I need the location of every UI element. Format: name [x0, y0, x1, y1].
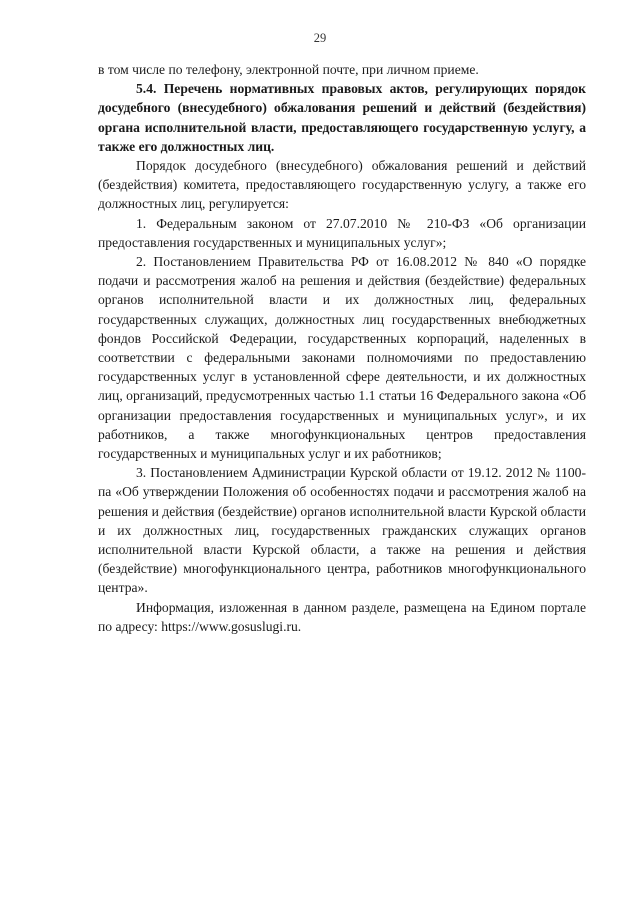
list-item-government-decree: 2. Постановлением Правительства РФ от 16.08.2012 № 840 «О порядке подачи и рассмотрения жалоб на решения и действия (бездействие) федеральных органов исполнительной власти и их должностных лиц, федеральных государственных служащих, должностных лиц государственных внебюджетных фондов Российской Федерации, государственных корпораций, наделенных в соответствии с федеральными законами полномочиями по предоставлению государственных услуг в установленной сфере деятельности, и их должностных лиц, организаций, предусмотренных частью 1.1 статьи 16 Федерального закона «Об организации предоставления государственных и муниципальных услуг», и их работников, а также многофункциональных центров предоставления государственных и муниципальных услуг и их работников;: [98, 254, 586, 462]
document-body: [98, 60, 586, 636]
section-heading: 5.4. Перечень нормативных правовых актов, регулирующих порядок досудебного (внесудебного) обжалования решений и действий (бездействия) органа исполнительной власти, предоставляющего государственную услугу, а также его должностных лиц.: [98, 81, 586, 154]
list-item-federal-law: 1. Федеральным законом от 27.07.2010 № 210-ФЗ «Об организации предоставления государственных и муниципальных услуг»;: [98, 215, 586, 250]
list-item-regional-decree: 3. Постановлением Администрации Курской области от 19.12. 2012 № 1100-па «Об утверждении Положения об особенностях подачи и рассмотрения жалоб на решения и действия (бездействие) органов исполнительной власти Курской области и их должностных лиц, государственных гражданских служащих органов исполнительной власти Курской области, а также на решения и действия (бездействие) многофункционального центра, работников многофункционального центра».: [98, 465, 586, 596]
page-number: 29: [313, 31, 327, 45]
lead-line: в том числе по телефону, электронной почте, при личном приеме.: [98, 62, 479, 77]
closing-paragraph: Информация, изложенная в данном разделе, размещена на Едином портале по адресу: https://www.gosuslugi.ru.: [98, 599, 586, 634]
intro-paragraph: Порядок досудебного (внесудебного) обжалования решений и действий (бездействия) комитета, предоставляющего государственную услугу, а также его должностных лиц, регулируется:: [98, 158, 586, 212]
